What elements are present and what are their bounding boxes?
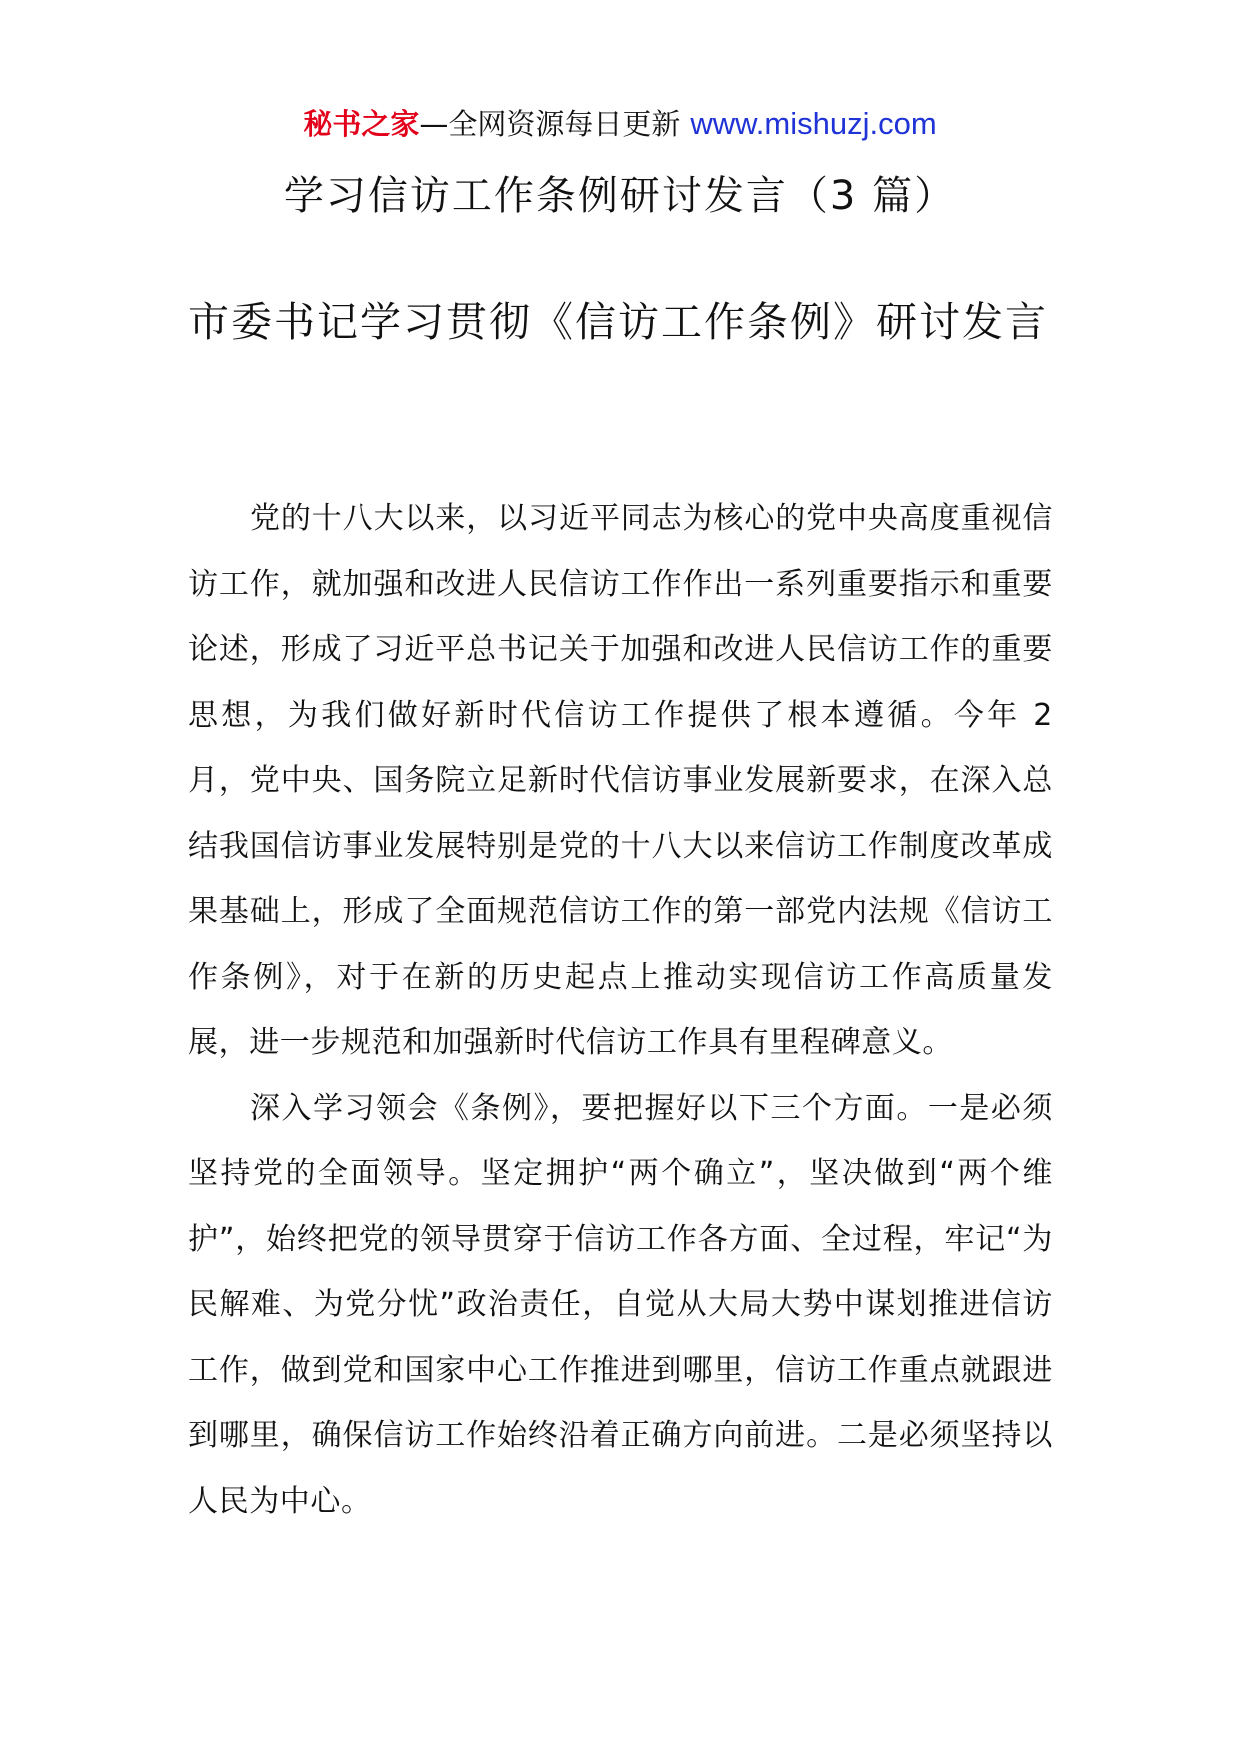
header-slogan: —全网资源每日更新: [419, 107, 681, 141]
section-heading: 市委书记学习贯彻《信访工作条例》研讨发言: [188, 298, 1048, 346]
site-url-link[interactable]: www.mishuzj.com: [690, 106, 937, 141]
body-paragraph-2: 深入学习领会《条例》，要把握好以下三个方面。一是必须坚持党的全面领导。坚定拥护“两个确立”，坚决做到“两个维护”，始终把党的领导贯穿于信访工作各方面、全过程，牢记“为民解难、为党分忧”政治责任，自觉从大局大势中谋划推进信访工作，做到党和国家中心工作推进到哪里，信访工作重点就跟进到哪里，确保信访工作始终沿着正确方向前进。二是必须坚持以人民为中心。: [188, 1090, 1053, 1519]
document-title: 学习信访工作条例研讨发言（3 篇）: [283, 173, 957, 219]
body-paragraph-1: 党的十八大以来，以习近平同志为核心的党中央高度重视信访工作，就加强和改进人民信访工作作出一系列重要指示和重要论述，形成了习近平总书记关于加强和改进人民信访工作的重要思想，为我们做好新时代信访工作提供了根本遵循。今年 2 月，党中央、国务院立足新时代信访事业发展新要求，在深入总结我国信访事业发展特别是党的十八大以来信访工作制度改革成果基础上，形成了全面规范信访工作的第一部党内法规《信访工作条例》，对于在新的历史起点上推动实现信访工作高质量发展，进一步规范和加强新时代信访工作具有里程碑意义。: [188, 501, 1053, 1060]
brand-name: 秘书之家: [303, 107, 420, 141]
document-body: [188, 486, 1053, 1534]
site-header: [0, 104, 1240, 144]
